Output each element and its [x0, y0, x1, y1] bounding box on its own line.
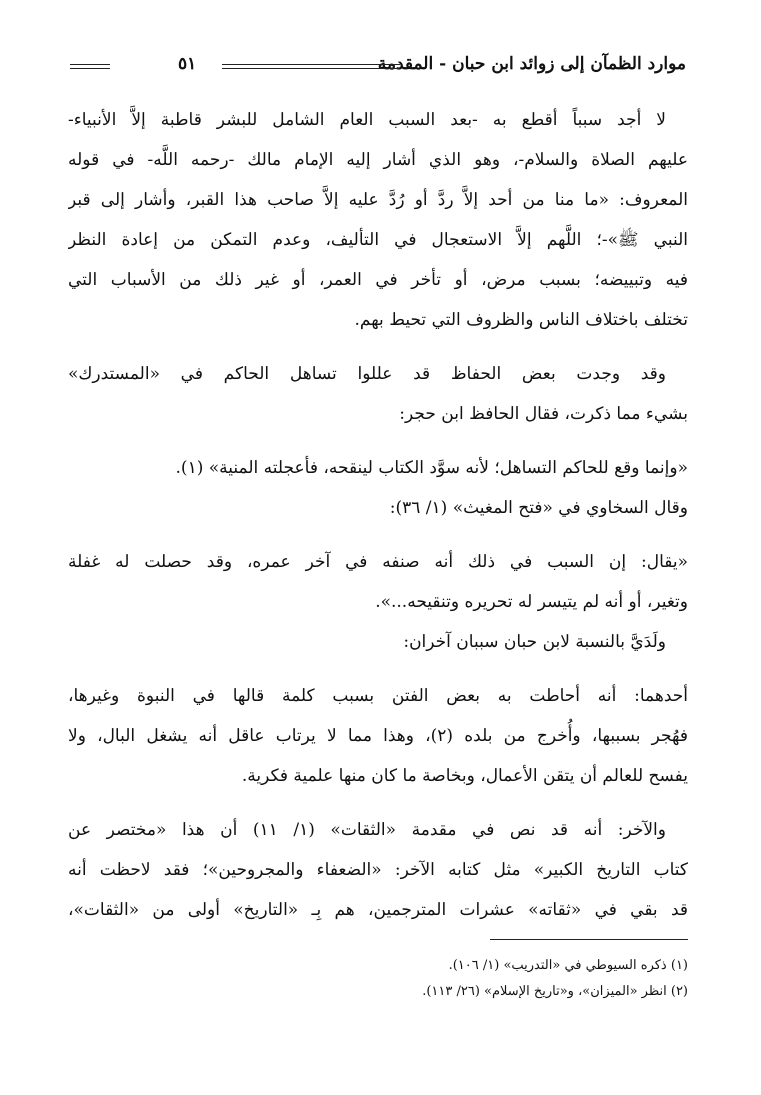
footnotes — [68, 953, 688, 1005]
footnote-separator — [490, 939, 688, 940]
running-header — [70, 48, 686, 88]
page-number: ٥١ — [178, 54, 197, 74]
text-line: وقد وجدت بعض الحفاظ قد عللوا تساهل الحاكم في «المستدرك» — [68, 364, 666, 384]
text-line: المعروف: «ما منا من أحد إلاَّ ردَّ أو رُدَّ عليه إلاَّ صاحب هذا القبر، وأشار إلى قبر — [68, 190, 688, 210]
text-line: يفسح للعالم أن يتقن الأعمال، وبخاصة ما كان منها علمية فكرية. — [241, 766, 688, 786]
text-line: بشيء مما ذكرت، فقال الحافظ ابن حجر: — [399, 404, 688, 424]
text-line: قد بقي في «ثقاته» عشرات المترجمين، هم بِـ «التاريخ» أولى من «الثقات»، — [68, 900, 688, 920]
header-rule — [222, 64, 400, 69]
main-text — [68, 100, 688, 930]
text-line: ولَدَيَّ بالنسبة لابن حبان سببان آخران: — [403, 632, 666, 652]
quote-line: «يقال: إن السبب في ذلك أنه صنفه في آخر عمره، وقد حصلت له غفلة — [68, 552, 688, 572]
text-line: كتاب التاريخ الكبير» مثل كتابه الآخر: «الضعفاء والمجروحين»؛ فقد لاحظت أنه — [68, 860, 688, 880]
header-title: موارد الظمآن إلى زوائد ابن حبان - المقدمة — [377, 54, 686, 74]
text-line: تختلف باختلاف الناس والظروف التي تحيط بهم. — [354, 310, 688, 330]
text-line: والآخر: أنه قد نص في مقدمة «الثقات» (١/ ١١) أن هذا «مختصر عن — [68, 820, 666, 840]
footnote: (١) ذكره السيوطي في «التدريب» (١/ ١٠٦). — [448, 958, 688, 973]
text-line: فهُجر بسببها، وأُخرج من بلده (٢)، وهذا مما لا يرتاب عاقل أنه يشغل البال، ولا — [68, 726, 688, 746]
text-line: لا أجد سبباً أقطع به -بعد السبب العام الشامل للبشر قاطبة إلاَّ الأنبياء- — [68, 110, 666, 130]
footnote: (٢) انظر «الميزان»، و«تاريخ الإسلام» (٢٦/ ١١٣). — [422, 984, 688, 999]
quote-line: «وإنما وقع للحاكم التساهل؛ لأنه سوَّد الكتاب لينقحه، فأعجلته المنية» (١). — [175, 458, 688, 478]
text-line: وقال السخاوي في «فتح المغيث» (١/ ٣٦): — [389, 498, 688, 518]
quote-line: وتغير، أو أنه لم يتيسر له تحريره وتنقيحه...». — [375, 592, 688, 612]
header-rule — [70, 64, 110, 69]
text-line: النبي ﷺ»-؛ اللَّهم إلاَّ الاستعجال في التأليف، وعدم التمكن من إعادة النظر — [68, 230, 688, 250]
text-line: عليهم الصلاة والسلام-، وهو الذي أشار إليه الإمام مالك -رحمه اللَّه- في قوله — [68, 150, 688, 170]
text-line: فيه وتبييضه؛ بسبب مرض، أو تأخر في العمر، أو غير ذلك من الأسباب التي — [68, 270, 688, 290]
text-line: أحدهما: أنه أحاطت به بعض الفتن بسبب كلمة قالها في النبوة وغيرها، — [68, 686, 688, 706]
